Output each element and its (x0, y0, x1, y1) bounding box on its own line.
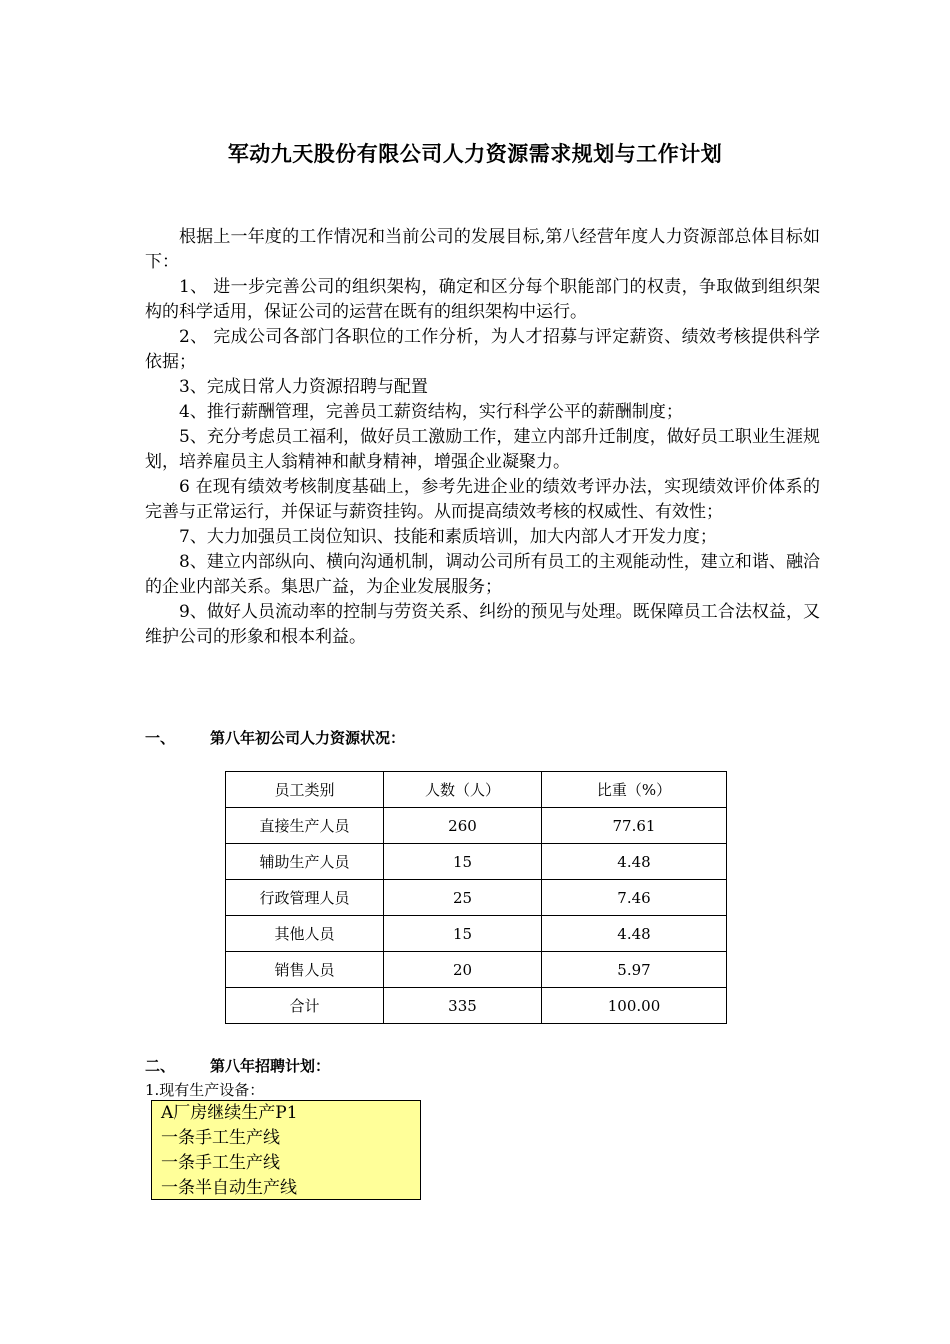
table-row (226, 808, 727, 844)
equipment-line: 一条手工生产线 (161, 1153, 280, 1173)
table-header-cell: 比重（%） (542, 772, 727, 808)
table-cell: 25 (384, 880, 542, 916)
section-title: 第八年初公司人力资源状况： (210, 729, 406, 747)
table-cell: 7.46 (542, 880, 727, 916)
section-1-heading (145, 727, 405, 748)
table-cell: 20 (384, 952, 542, 988)
table-row (226, 880, 727, 916)
table-cell: 其他人员 (226, 916, 384, 952)
table-total-row (226, 988, 727, 1024)
section-number: 二、 (145, 1057, 176, 1075)
document-title: 军动九天股份有限公司人力资源需求规划与工作计划 (227, 141, 723, 166)
hr-status-table (225, 771, 727, 1024)
section-title: 第八年招聘计划： (210, 1057, 331, 1075)
goal-item: 1、 进一步完善公司的组织架构，确定和区分每个职能部门的权责，争取做到组织架构的科学适用，保证公司的运营在既有的组织架构中运行。 (145, 277, 820, 322)
table-cell: 直接生产人员 (226, 808, 384, 844)
table-cell: 5.97 (542, 952, 727, 988)
intro-paragraph: 根据上一年度的工作情况和当前公司的发展目标,第八经营年度人力资源部总体目标如下： (145, 227, 820, 272)
table-header-cell: 员工类别 (226, 772, 384, 808)
equipment-box (151, 1100, 421, 1200)
goal-item: 9、做好人员流动率的控制与劳资关系、纠纷的预见与处理。既保障员工合法权益，又维护公司的形象和根本利益。 (145, 602, 820, 647)
table-header-row (226, 772, 727, 808)
equipment-line: 一条半自动生产线 (161, 1178, 297, 1198)
equipment-line: 一条手工生产线 (161, 1128, 280, 1148)
table-cell: 合计 (226, 988, 384, 1024)
table-cell: 行政管理人员 (226, 880, 384, 916)
goal-item: 3、完成日常人力资源招聘与配置 (179, 377, 428, 397)
goal-item: 6 在现有绩效考核制度基础上，参考先进企业的绩效考评办法，实现绩效评价体系的完善与正常运行，并保证与薪资挂钩。从而提高绩效考核的权威性、有效性； (145, 477, 820, 522)
section-2-heading (145, 1055, 330, 1076)
table-cell: 77.61 (542, 808, 727, 844)
document-body (145, 225, 820, 650)
table-cell: 4.48 (542, 844, 727, 880)
equipment-line: A厂房继续生产P1 (161, 1103, 298, 1123)
goal-item: 7、大力加强员工岗位知识、技能和素质培训，加大内部人才开发力度； (179, 527, 717, 547)
table-row (226, 952, 727, 988)
table-cell: 15 (384, 844, 542, 880)
table-cell: 260 (384, 808, 542, 844)
table-row (226, 844, 727, 880)
goal-item: 8、建立内部纵向、横向沟通机制，调动公司所有员工的主观能动性，建立和谐、融洽的企业内部关系。集思广益，为企业发展服务； (145, 552, 820, 597)
goal-item: 5、充分考虑员工福利，做好员工激励工作，建立内部升迁制度，做好员工职业生涯规划，培养雇员主人翁精神和献身精神，增强企业凝聚力。 (145, 427, 820, 472)
equipment-label: 1.现有生产设备： (145, 1081, 265, 1099)
table-cell: 销售人员 (226, 952, 384, 988)
table-cell: 100.00 (542, 988, 727, 1024)
table-cell: 辅助生产人员 (226, 844, 384, 880)
table-cell: 335 (384, 988, 542, 1024)
table-row (226, 916, 727, 952)
table-header-cell: 人数（人） (384, 772, 542, 808)
section-number: 一、 (145, 729, 176, 747)
table-cell: 4.48 (542, 916, 727, 952)
goal-item: 4、推行薪酬管理，完善员工薪资结构，实行科学公平的薪酬制度； (179, 402, 683, 422)
goal-item: 2、 完成公司各部门各职位的工作分析，为人才招募与评定薪资、绩效考核提供科学依据； (145, 327, 820, 372)
table-cell: 15 (384, 916, 542, 952)
